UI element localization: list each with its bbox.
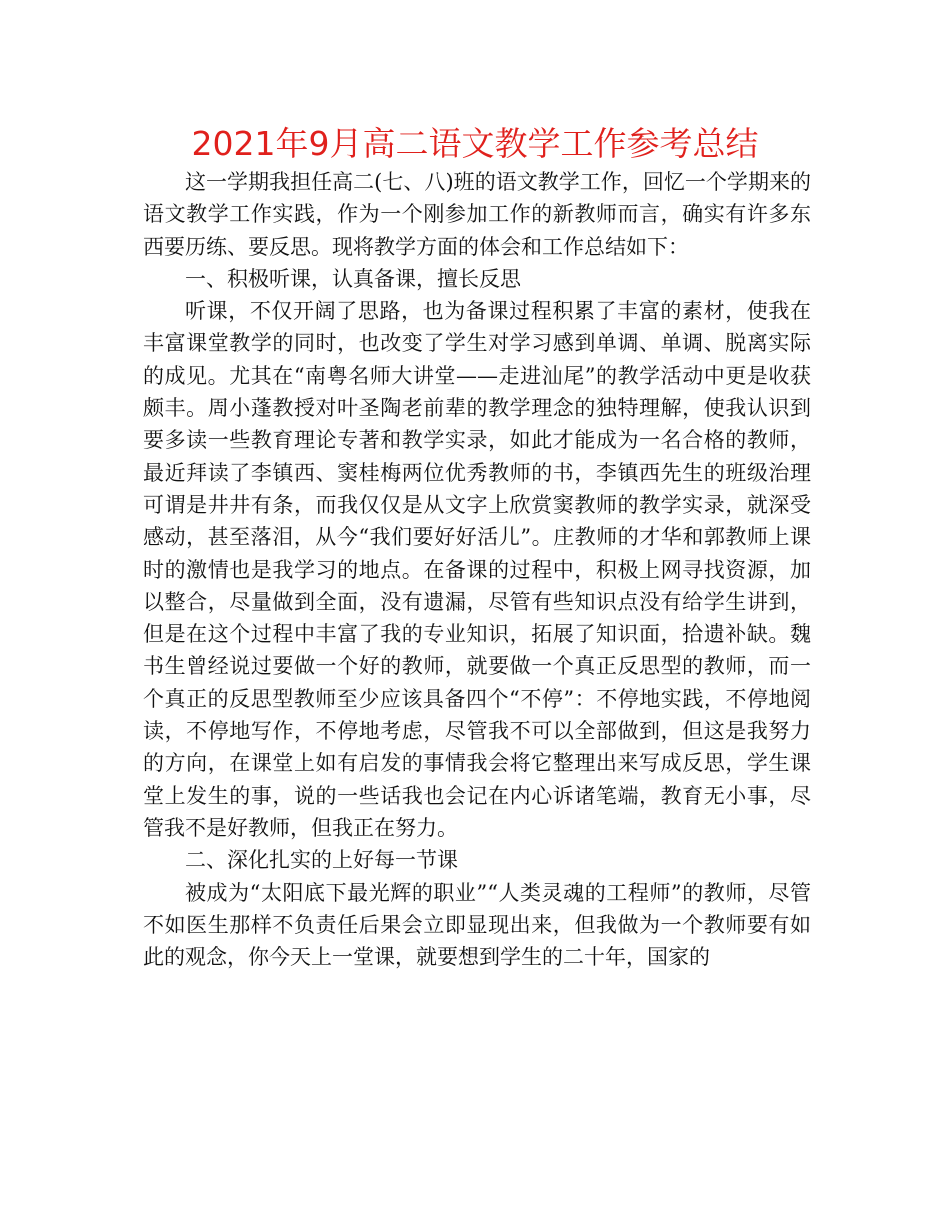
paragraph-intro: 这一学期我担任高二(七、八)班的语文教学工作，回忆一个学期来的语文教学工作实践，作为一个刚参加工作的新教师而言，确实有许多东西要历练、要反思。现将教学方面的体会和工作总结如下： — [143, 170, 811, 259]
section-heading-2: 二、深化扎实的上好每一节课 — [185, 848, 458, 873]
document-title: 2021年9月高二语文教学工作参考总结 — [191, 124, 759, 163]
section-heading-1: 一、积极听课，认真备课，擅长反思 — [185, 266, 521, 291]
paragraph-section-2: 被成为“太阳底下最光辉的职业”“人类灵魂的工程师”的教师，尽管不如医生那样不负责任后果会立即显现出来，但我做为一个教师要有如此的观念，你今天上一堂课，就要想到学生的二十年，国家的 — [143, 880, 811, 970]
paragraph-section-1: 听课，不仅开阔了思路，也为备课过程积累了丰富的素材，使我在丰富课堂教学的同时，也改变了学生对学习感到单调、单调、脱离实际的成见。尤其在“南粤名师大讲堂——走进汕尾”的教学活动中更是收获颇丰。周小蓬教授对叶圣陶老前辈的教学理念的独特理解，使我认识到要多读一些教育理论专著和教学实录，如此才能成为一名合格的教师，最近拜读了李镇西、窦桂梅两位优秀教师的书，李镇西先生的班级治理可谓是井井有条，而我仅仅是从文字上欣赏窦教师的教学实录，就深受感动，甚至落泪，从今“我们要好好活儿”。庄教师的才华和郭教师上课时的激情也是我学习的地点。在备课的过程中，积极上网寻找资源，加以整合，尽量做到全面，没有遗漏，尽管有些知识点没有给学生讲到，但是在这个过程中丰富了我的专业知识，拓展了知识面，拾遗补缺。魏书生曾经说过要做一个好的教师，就要做一个真正反思型的教师，而一个真正的反思型教师至少应该具备四个“不停”：不停地实践，不停地阅读，不停地写作，不停地考虑，尽管我不可以全部做到，但这是我努力的方向，在课堂上如有启发的事情我会将它整理出来写成反思，学生课堂上发生的事，说的一些话我也会记在内心诉诸笔端，教育无小事，尽管我不是好教师，但我正在努力。 — [143, 299, 811, 840]
document-body — [143, 166, 811, 973]
